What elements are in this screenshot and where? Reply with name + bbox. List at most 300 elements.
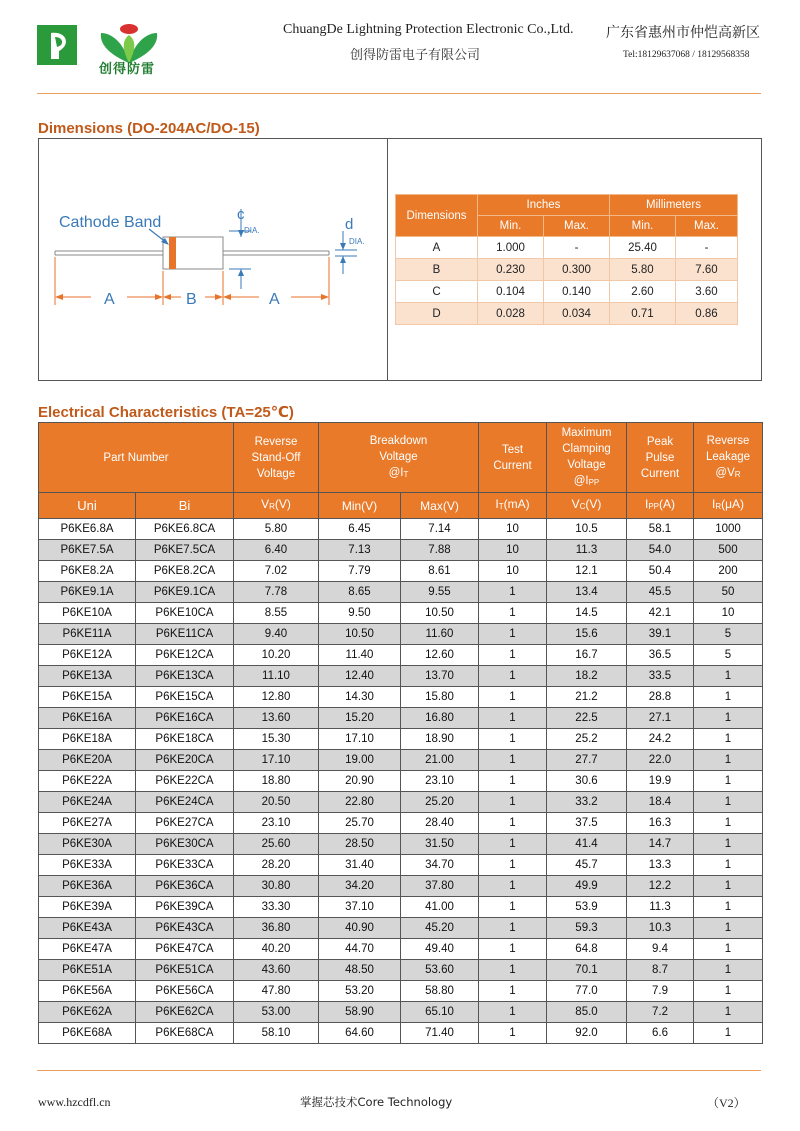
hdr-part-number: Part Number [39,423,234,493]
electrical-table-cell: 7.14 [401,519,479,540]
electrical-table-cell: 30.80 [234,876,319,897]
electrical-table-cell: 7.9 [627,981,694,1002]
electrical-table-cell: 1 [479,750,547,771]
electrical-table-cell: 1 [694,729,763,750]
electrical-table-cell: 10 [479,540,547,561]
electrical-table-cell: 1 [479,813,547,834]
electrical-table-cell: 1 [694,981,763,1002]
dim-table-cell: - [544,237,610,259]
electrical-table-cell: 13.4 [547,582,627,603]
electrical-table-cell: 27.1 [627,708,694,729]
electrical-table-cell: 6.40 [234,540,319,561]
electrical-table-cell: 1 [694,1023,763,1044]
electrical-table-cell: 8.7 [627,960,694,981]
electrical-table-cell: 1 [479,582,547,603]
electrical-table-row [39,876,763,897]
electrical-table-cell: 58.10 [234,1023,319,1044]
electrical-table-cell: 20.50 [234,792,319,813]
dim-table-cell: D [396,303,478,325]
electrical-table-row [39,834,763,855]
electrical-table-cell: 7.79 [319,561,401,582]
electrical-table-row [39,981,763,1002]
electrical-table-cell: 1 [479,687,547,708]
company-name-en: ChuangDe Lightning Protection Electronic Co.,Ltd. [283,22,574,37]
electrical-table-cell: 7.02 [234,561,319,582]
electrical-table-cell: 17.10 [234,750,319,771]
electrical-table-cell: 64.8 [547,939,627,960]
electrical-table-cell: P6KE30CA [136,834,234,855]
electrical-table-cell: 9.4 [627,939,694,960]
electrical-table-cell: 50.4 [627,561,694,582]
dim-table-cell: 7.60 [676,259,738,281]
electrical-table-cell: 77.0 [547,981,627,1002]
footer-slogan: 掌握芯技术Core Technology [300,1095,453,1109]
electrical-table-cell: 1 [694,813,763,834]
electrical-table-cell: 13.70 [401,666,479,687]
electrical-table-cell: 12.1 [547,561,627,582]
electrical-table-row [39,855,763,876]
electrical-table-cell: 53.00 [234,1002,319,1023]
electrical-table-row [39,960,763,981]
electrical-table-cell: 10.50 [319,624,401,645]
dim-table-cell: 25.40 [610,237,676,259]
electrical-table-cell: 16.3 [627,813,694,834]
electrical-table-cell: P6KE22CA [136,771,234,792]
electrical-table-cell: 1 [479,729,547,750]
electrical-table-cell: 200 [694,561,763,582]
electrical-table-row [39,918,763,939]
electrical-table-cell: 1 [694,792,763,813]
electrical-table-cell: 1 [479,981,547,1002]
hdr-breakdown-voltage: Breakdown Voltage $@I_T$ [319,423,479,493]
electrical-table-row [39,897,763,918]
electrical-table-cell: 54.0 [627,540,694,561]
electrical-table-cell: 1 [479,918,547,939]
electrical-table-cell: 1 [479,897,547,918]
unit-vc: $V_C(V)$ [547,493,627,519]
electrical-table-cell: 7.13 [319,540,401,561]
unit-vr: $V_R(V)$ [234,493,319,519]
electrical-table-cell: 53.60 [401,960,479,981]
electrical-table-cell: 500 [694,540,763,561]
electrical-table-cell: 12.60 [401,645,479,666]
electrical-table-cell: 23.10 [401,771,479,792]
electrical-table-cell: 1 [479,624,547,645]
electrical-table-cell: 15.80 [401,687,479,708]
electrical-table-cell: 8.61 [401,561,479,582]
electrical-table-cell: 22.5 [547,708,627,729]
electrical-table-cell: P6KE62A [39,1002,136,1023]
electrical-table-cell: P6KE9.1A [39,582,136,603]
electrical-table-cell: 37.80 [401,876,479,897]
electrical-table-cell: 1 [694,1002,763,1023]
electrical-table-row [39,813,763,834]
electrical-table-cell: P6KE20CA [136,750,234,771]
package-diagram [39,139,387,380]
electrical-table-cell: 45.7 [547,855,627,876]
electrical-table-cell: 28.50 [319,834,401,855]
electrical-table-cell: 13.60 [234,708,319,729]
electrical-table-cell: P6KE47A [39,939,136,960]
electrical-table-cell: 12.2 [627,876,694,897]
electrical-table-cell: 12.40 [319,666,401,687]
electrical-table-cell: 14.5 [547,603,627,624]
company-logo-icon [37,25,77,65]
company-name-cn: 创得防雷电子有限公司 [350,48,481,63]
electrical-table-cell: 22.80 [319,792,401,813]
dim-table-row [396,281,738,303]
electrical-table-cell: 17.10 [319,729,401,750]
electrical-table-cell: 25.2 [547,729,627,750]
electrical-table-cell: 70.1 [547,960,627,981]
electrical-table-cell: 40.20 [234,939,319,960]
electrical-table-cell: 1 [479,666,547,687]
electrical-table-row [39,792,763,813]
electrical-table-cell: 1 [479,960,547,981]
unit-uni: Uni [39,493,136,519]
electrical-table-cell: P6KE6.8CA [136,519,234,540]
electrical-table-cell: P6KE62CA [136,1002,234,1023]
electrical-table-cell: 25.20 [401,792,479,813]
electrical-table-cell: 10 [479,561,547,582]
electrical-table-cell: P6KE39A [39,897,136,918]
electrical-table-row [39,666,763,687]
electrical-table-cell: 9.50 [319,603,401,624]
electrical-table-cell: 25.70 [319,813,401,834]
electrical-table-cell: 10.3 [627,918,694,939]
dim-header-min: Min. [478,216,544,237]
electrical-table-cell: 45.20 [401,918,479,939]
electrical-table-cell: 1 [694,876,763,897]
electrical-table-cell: 18.90 [401,729,479,750]
unit-it: $I_T(mA)$ [479,493,547,519]
unit-max: Max(V) [401,493,479,519]
electrical-table-cell: 6.45 [319,519,401,540]
dim-table-cell: 5.80 [610,259,676,281]
electrical-table-cell: 19.00 [319,750,401,771]
electrical-table-cell: 22.0 [627,750,694,771]
dim-table-cell: 0.300 [544,259,610,281]
electrical-table-cell: 5 [694,624,763,645]
electrical-table-cell: 10.5 [547,519,627,540]
electrical-table-cell: 1 [694,918,763,939]
electrical-table-cell: P6KE18A [39,729,136,750]
electrical-table-row [39,708,763,729]
dim-table-row [396,237,738,259]
electrical-table-row [39,645,763,666]
dim-table-row [396,303,738,325]
electrical-table-cell: P6KE47CA [136,939,234,960]
dim-table-cell: 3.60 [676,281,738,303]
a-left-label: A [104,291,115,308]
electrical-table-cell: 1 [694,750,763,771]
electrical-table-cell: P6KE27CA [136,813,234,834]
electrical-title: Electrical Characteristics (TA=25℃) [38,404,294,421]
electrical-table-cell: 10 [694,603,763,624]
dim-header-inches: Inches [478,195,610,216]
electrical-table-cell: P6KE22A [39,771,136,792]
electrical-table-cell: 1 [694,771,763,792]
electrical-table-cell: 24.2 [627,729,694,750]
electrical-table-cell: P6KE30A [39,834,136,855]
electrical-table-cell: P6KE8.2CA [136,561,234,582]
dim-header-max: Max. [676,216,738,237]
hdr-test-current: Test Current [479,423,547,493]
electrical-table-cell: 41.4 [547,834,627,855]
electrical-table-cell: 11.3 [547,540,627,561]
electrical-table-cell: 15.6 [547,624,627,645]
electrical-table-cell: P6KE51CA [136,960,234,981]
electrical-table-cell: 25.60 [234,834,319,855]
dim-table-cell: 0.140 [544,281,610,303]
electrical-table-cell: 33.5 [627,666,694,687]
electrical-table-cell: P6KE7.5A [39,540,136,561]
dim-table-cell: 0.230 [478,259,544,281]
electrical-table-cell: 37.10 [319,897,401,918]
electrical-table-cell: P6KE12A [39,645,136,666]
electrical-table-row [39,603,763,624]
electrical-table-cell: 19.9 [627,771,694,792]
hdr-reverse-standoff: Reverse Stand-Off Voltage [234,423,319,493]
electrical-table-cell: P6KE11CA [136,624,234,645]
electrical-table-cell: 30.6 [547,771,627,792]
electrical-table-cell: 33.30 [234,897,319,918]
electrical-table-cell: P6KE68CA [136,1023,234,1044]
electrical-table-cell: 34.20 [319,876,401,897]
dim-header-max: Max. [544,216,610,237]
electrical-table-cell: 40.90 [319,918,401,939]
electrical-table-cell: 1 [479,1023,547,1044]
electrical-table-cell: 14.30 [319,687,401,708]
company-tel: Tel:18129637068 / 18129568358 [623,50,750,60]
electrical-table-cell: P6KE68A [39,1023,136,1044]
electrical-table-cell: P6KE39CA [136,897,234,918]
electrical-table-row [39,939,763,960]
electrical-table-cell: 20.90 [319,771,401,792]
electrical-table-cell: 1 [479,603,547,624]
electrical-table-cell: 43.60 [234,960,319,981]
electrical-table-cell: 7.78 [234,582,319,603]
electrical-table-cell: P6KE9.1CA [136,582,234,603]
electrical-table-cell: 1 [479,834,547,855]
electrical-table-cell: 10.20 [234,645,319,666]
electrical-table-cell: 59.3 [547,918,627,939]
electrical-table-row [39,624,763,645]
dim-table-row [396,259,738,281]
electrical-table-cell: 65.10 [401,1002,479,1023]
dimensions-divider [387,139,388,380]
electrical-table-cell: P6KE13CA [136,666,234,687]
electrical-table-cell: 11.60 [401,624,479,645]
electrical-table-cell: 33.2 [547,792,627,813]
electrical-table-cell: P6KE51A [39,960,136,981]
header-divider [37,93,761,94]
electrical-table-cell: 10.50 [401,603,479,624]
electrical-table-cell: P6KE33CA [136,855,234,876]
electrical-table-cell: 1 [694,666,763,687]
electrical-table-cell: P6KE20A [39,750,136,771]
electrical-table-cell: P6KE56CA [136,981,234,1002]
electrical-table-cell: P6KE36A [39,876,136,897]
dim-table-cell: 0.028 [478,303,544,325]
electrical-table-cell: 1 [479,645,547,666]
electrical-table-cell: 7.88 [401,540,479,561]
electrical-table-cell: P6KE15CA [136,687,234,708]
electrical-table-cell: 49.9 [547,876,627,897]
dim-table-cell: 0.71 [610,303,676,325]
a-right-label: A [269,291,280,308]
electrical-table-row [39,519,763,540]
unit-min: Min(V) [319,493,401,519]
footer-divider [37,1070,761,1071]
company-address: 广东省惠州市仲恺高新区 [606,25,760,41]
dim-header-min: Min. [610,216,676,237]
electrical-table-row [39,687,763,708]
electrical-table-cell: 1 [479,771,547,792]
electrical-table-cell: 50 [694,582,763,603]
electrical-table-cell: 14.7 [627,834,694,855]
electrical-table-cell: 1 [479,876,547,897]
electrical-table-cell: 6.6 [627,1023,694,1044]
c-label: c [237,206,245,223]
electrical-table-cell: 21.2 [547,687,627,708]
electrical-table-cell: P6KE18CA [136,729,234,750]
electrical-table-cell: 53.9 [547,897,627,918]
d-label: d [345,216,354,233]
electrical-table-cell: 64.60 [319,1023,401,1044]
electrical-table-cell: P6KE24A [39,792,136,813]
electrical-table-cell: 13.3 [627,855,694,876]
electrical-table-cell: 9.40 [234,624,319,645]
electrical-table-cell: 53.20 [319,981,401,1002]
electrical-table-cell: 41.00 [401,897,479,918]
dim-table-cell: 0.034 [544,303,610,325]
dimensions-panel [38,138,762,381]
electrical-table-cell: P6KE27A [39,813,136,834]
electrical-table-cell: 1 [694,855,763,876]
b-label: B [186,291,197,308]
electrical-table-cell: 31.40 [319,855,401,876]
electrical-table-cell: P6KE43CA [136,918,234,939]
electrical-table-cell: P6KE33A [39,855,136,876]
dim-table-cell: C [396,281,478,303]
hdr-clamping-voltage: Maximum Clamping Voltage $@I_{PP}$ [547,423,627,493]
electrical-table-cell: 48.50 [319,960,401,981]
dimensions-title: Dimensions (DO-204AC/DO-15) [38,120,260,137]
electrical-table-cell: 28.8 [627,687,694,708]
dim-table-cell: A [396,237,478,259]
electrical-table-cell: 37.5 [547,813,627,834]
dim-header-dimensions: Dimensions [396,195,478,237]
electrical-table-cell: 1 [694,939,763,960]
logo-text: 创得防雷 [99,62,156,77]
electrical-table-cell: 9.55 [401,582,479,603]
electrical-table-cell: P6KE24CA [136,792,234,813]
electrical-table-cell: 58.80 [401,981,479,1002]
electrical-table-cell: P6KE8.2A [39,561,136,582]
unit-ir: $I_R(\mu A)$ [694,493,763,519]
cathode-band-mark [169,237,176,269]
electrical-table-cell: P6KE43A [39,918,136,939]
electrical-table-cell: 5 [694,645,763,666]
electrical-table-row [39,1002,763,1023]
electrical-table-cell: 1 [479,1002,547,1023]
dim-table-cell: 0.104 [478,281,544,303]
electrical-table-cell: P6KE10A [39,603,136,624]
electrical-table-cell: 11.40 [319,645,401,666]
electrical-table-cell: 58.90 [319,1002,401,1023]
electrical-table-cell: 44.70 [319,939,401,960]
electrical-table-cell: 1 [694,960,763,981]
electrical-table-cell: 1 [479,792,547,813]
electrical-table-cell: 5.80 [234,519,319,540]
electrical-table-cell: P6KE16CA [136,708,234,729]
electrical-table-cell: 1 [479,939,547,960]
electrical-table-cell: P6KE56A [39,981,136,1002]
electrical-table-row [39,561,763,582]
electrical-table-cell: 1000 [694,519,763,540]
electrical-table-cell: 18.2 [547,666,627,687]
electrical-table-row [39,729,763,750]
electrical-table-cell: 31.50 [401,834,479,855]
electrical-table-cell: 7.2 [627,1002,694,1023]
electrical-table-cell: 10 [479,519,547,540]
electrical-table-cell: 92.0 [547,1023,627,1044]
electrical-table-row [39,1023,763,1044]
dim-table-cell: - [676,237,738,259]
electrical-table-cell: P6KE15A [39,687,136,708]
electrical-table-cell: 28.40 [401,813,479,834]
dim-table-cell: B [396,259,478,281]
electrical-table-cell: 36.5 [627,645,694,666]
electrical-table-cell: P6KE12CA [136,645,234,666]
electrical-table-cell: P6KE10CA [136,603,234,624]
electrical-table-cell: 1 [694,834,763,855]
electrical-table-cell: P6KE6.8A [39,519,136,540]
electrical-table-cell: 71.40 [401,1023,479,1044]
electrical-table-cell: 23.10 [234,813,319,834]
electrical-table-cell: 16.7 [547,645,627,666]
electrical-table-cell: 15.20 [319,708,401,729]
dimensions-table [395,194,738,325]
electrical-table-row [39,540,763,561]
c-dia-label: DIA. [244,226,260,235]
dim-table-cell: 1.000 [478,237,544,259]
electrical-table-cell: P6KE11A [39,624,136,645]
hdr-peak-pulse-current: Peak Pulse Current [627,423,694,493]
electrical-table-cell: 27.7 [547,750,627,771]
electrical-table-cell: 36.80 [234,918,319,939]
electrical-table-cell: 39.1 [627,624,694,645]
electrical-table-cell: 58.1 [627,519,694,540]
electrical-table-cell: P6KE16A [39,708,136,729]
electrical-table-cell: 1 [694,708,763,729]
unit-ipp: $I_{PP}(A)$ [627,493,694,519]
electrical-table-cell: 1 [694,687,763,708]
electrical-table-row [39,771,763,792]
electrical-table-row [39,750,763,771]
electrical-table-cell: 11.3 [627,897,694,918]
electrical-table-cell: P6KE36CA [136,876,234,897]
unit-bi: Bi [136,493,234,519]
footer-version: （V2） [707,1096,746,1110]
electrical-table-cell: 18.4 [627,792,694,813]
electrical-table-cell: 15.30 [234,729,319,750]
electrical-table-cell: 1 [479,855,547,876]
cathode-band-label: Cathode Band [59,214,162,231]
dim-header-mm: Millimeters [610,195,738,216]
electrical-table [38,422,763,1044]
